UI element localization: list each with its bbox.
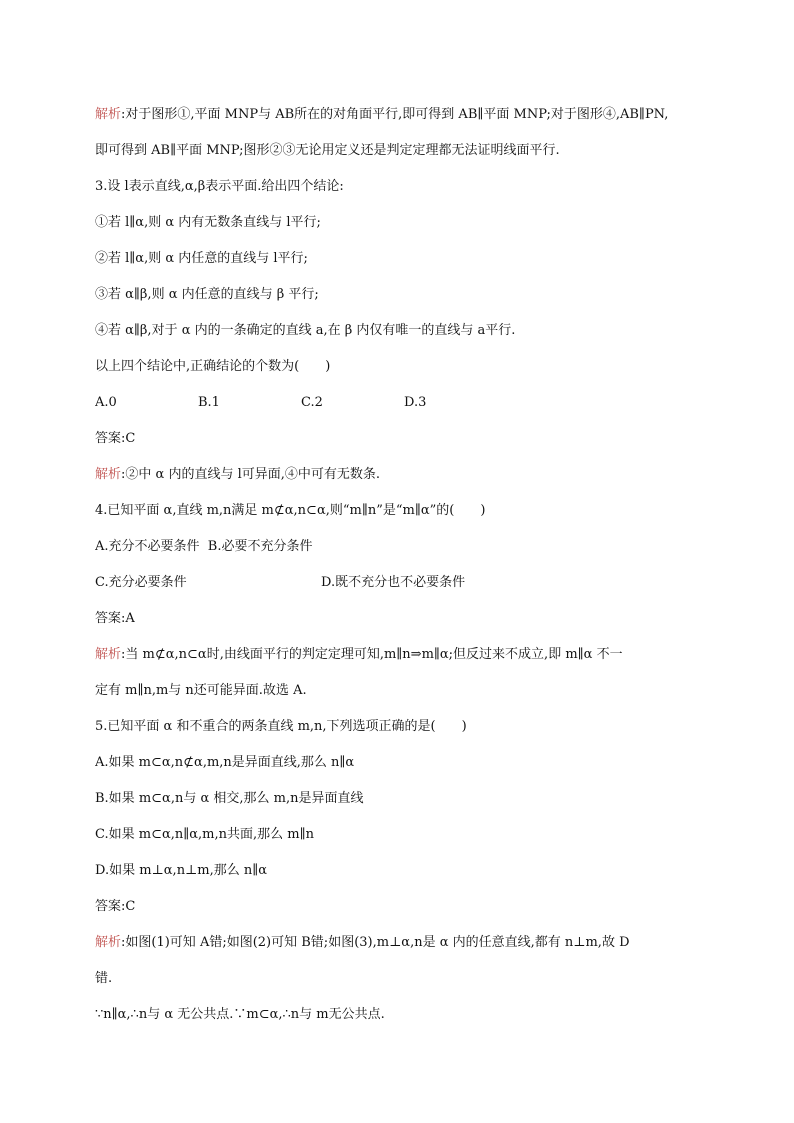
analysis-text: :当 m⊄α,n⊂α时,由线面平行的判定定理可知,m∥n⇒m∥α;但反过来不成立,即 m∥α 不一 xyxy=(121,647,623,662)
q3-option-c: C.2 xyxy=(301,395,323,410)
q3-item-2: ②若 l∥α,则 α 内任意的直线与 l平行; xyxy=(95,251,308,266)
q5-answer: 答案:C xyxy=(95,899,136,914)
q3-stem: 3.设 l表示直线,α,β表示平面.给出四个结论: xyxy=(95,179,344,194)
q4-option-b: B.必要不充分条件 xyxy=(207,539,313,554)
q3-answer: 答案:C xyxy=(95,431,136,446)
analysis-text: :如图(1)可知 A错;如图(2)可知 B错;如图(3),m⊥α,n是 α 内的任意直线,都有 n⊥m,故 D xyxy=(121,935,630,950)
q4-option-d: D.既不充分也不必要条件 xyxy=(321,575,466,590)
analysis-text: :对于图形①,平面 MNP与 AB所在的对角面平行,即可得到 AB∥平面 MNP;对于图形④,AB∥PN, xyxy=(121,107,669,122)
q4-analysis-line-2: 定有 m∥n,m与 n还可能异面.故选 A. xyxy=(95,683,307,698)
q5-option-b: B.如果 m⊂α,n与 α 相交,那么 m,n是异面直线 xyxy=(95,791,364,806)
q4-answer: 答案:A xyxy=(95,611,135,626)
q5-analysis-line-3: ∵n∥α,∴n与 α 无公共点.∵m⊂α,∴n与 m无公共点. xyxy=(95,1007,385,1022)
analysis-label: 解析 xyxy=(95,107,122,122)
q5-analysis-line-2: 错. xyxy=(95,971,113,986)
q3-question: 以上四个结论中,正确结论的个数为( ) xyxy=(95,359,331,374)
q4-options-row-2 xyxy=(95,574,734,592)
q4-stem: 4.已知平面 α,直线 m,n满足 m⊄α,n⊂α,则“m∥n”是“m∥α”的( ) xyxy=(95,503,486,518)
q5-option-c: C.如果 m⊂α,n∥α,m,n共面,那么 m∥n xyxy=(95,827,314,842)
q4-option-a: A.充分不必要条件 xyxy=(95,539,200,554)
q3-options xyxy=(95,394,734,412)
q5-option-d: D.如果 m⊥α,n⊥m,那么 n∥α xyxy=(95,863,268,878)
q5-option-a: A.如果 m⊂α,n⊄α,m,n是异面直线,那么 n∥α xyxy=(95,755,355,770)
q5-analysis-line-1 xyxy=(95,934,734,952)
q3-item-1: ①若 l∥α,则 α 内有无数条直线与 l平行; xyxy=(95,215,321,230)
q3-option-b: B.1 xyxy=(198,395,220,410)
q4-option-c: C.充分必要条件 xyxy=(95,575,187,590)
q3-option-a: A.0 xyxy=(95,395,117,410)
q3-item-4: ④若 α∥β,对于 α 内的一条确定的直线 a,在 β 内仅有唯一的直线与 a平行. xyxy=(95,323,516,338)
q4-options-row-1 xyxy=(95,538,734,556)
analysis-label: 解析 xyxy=(95,647,122,662)
analysis-text: :②中 α 内的直线与 l可异面,④中可有无数条. xyxy=(121,467,380,482)
analysis-label: 解析 xyxy=(95,935,122,950)
analysis-label: 解析 xyxy=(95,467,122,482)
q4-analysis-line-1 xyxy=(95,646,734,664)
q5-stem: 5.已知平面 α 和不重合的两条直线 m,n,下列选项正确的是( ) xyxy=(95,719,467,734)
q3-option-d: D.3 xyxy=(404,395,427,410)
q3-item-3: ③若 α∥β,则 α 内任意的直线与 β 平行; xyxy=(95,287,319,302)
q3-analysis xyxy=(95,466,734,484)
q2-analysis-line-2: 即可得到 AB∥平面 MNP;图形②③无论用定义还是判定定理都无法证明线面平行. xyxy=(95,143,560,158)
q2-analysis-line-1 xyxy=(95,106,734,124)
